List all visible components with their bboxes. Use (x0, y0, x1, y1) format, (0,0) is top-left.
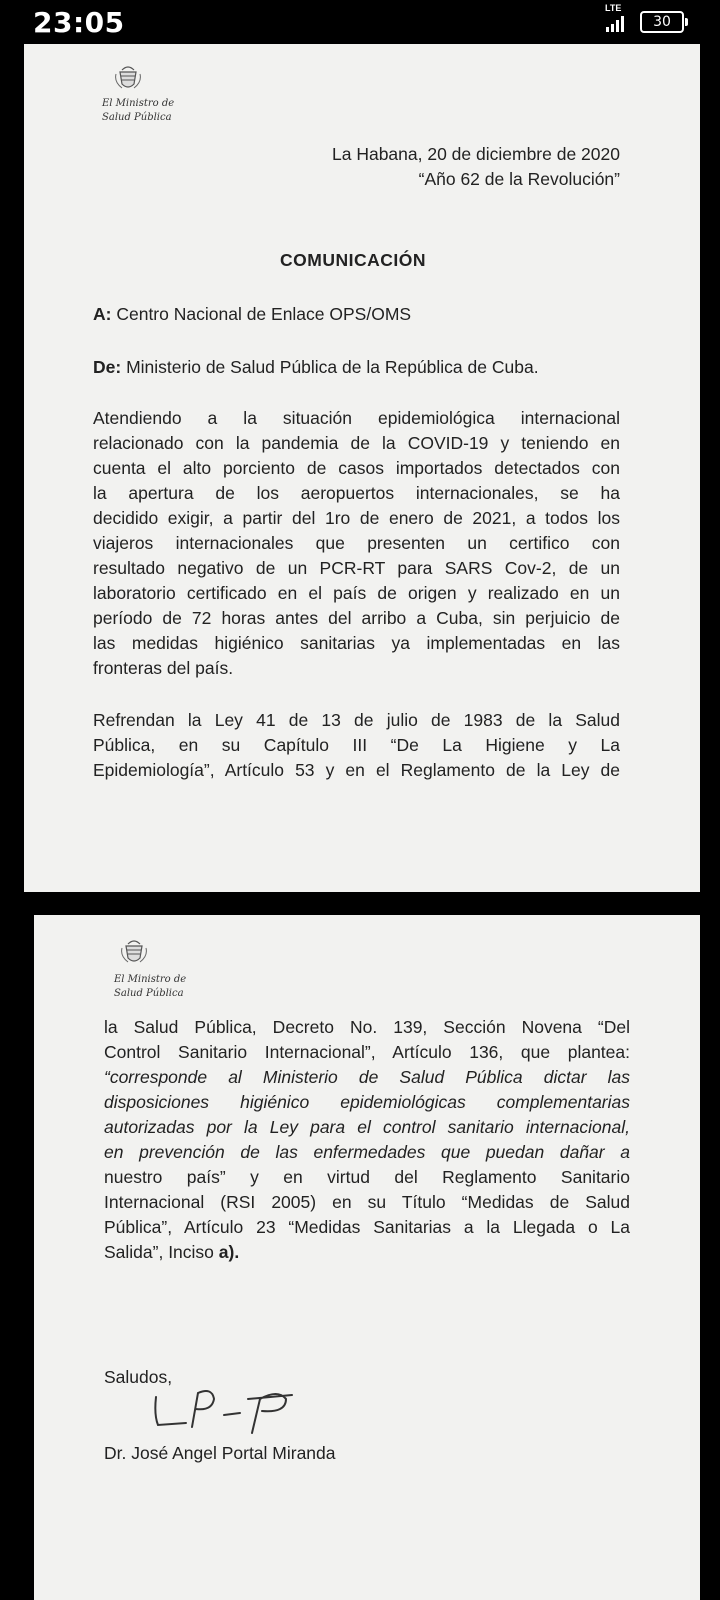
crest-logo (114, 938, 154, 971)
date-line: La Habana, 20 de diciembre de 2020 (332, 144, 620, 164)
crest-line-2: Salud Pública (114, 988, 184, 999)
body-line: relacionado con la pandemia de la COVID-19 y teniendo en (93, 433, 620, 453)
body-line: las medidas higiénico sanitarias ya implementadas en las (93, 633, 620, 653)
recipient-value: Centro Nacional de Enlace OPS/OMS (116, 304, 412, 324)
crest-caption (114, 973, 186, 1001)
body-line: la Salud Pública, Decreto No. 139, Sección Novena “Del (104, 1017, 630, 1037)
coat-of-arms-icon (108, 64, 148, 92)
document-page-1 (24, 44, 700, 892)
recipient-line (93, 302, 411, 327)
status-time: 23:05 (33, 6, 125, 39)
body-line: resultado negativo de un PCR-RT para SARS Cov-2, de un (93, 558, 620, 578)
body-line: laboratorio certificado en el país de origen y realizado en un (93, 583, 620, 603)
body-line: nuestro país” y en virtud del Reglamento Sanitario (104, 1167, 630, 1187)
network-type: LTE (605, 3, 622, 13)
body-line: Pública”, Artículo 23 “Medidas Sanitarias a la Llegada o La (104, 1217, 630, 1237)
crest-line-1: El Ministro de (114, 974, 187, 985)
sender-label: De: (93, 357, 122, 377)
quote-line: en prevención de las enfermedades que puedan dañar a (104, 1142, 630, 1162)
year-motto: “Año 62 de la Revolución” (418, 169, 620, 189)
body-line: la apertura de los aeropuertos internacionales, se ha (93, 483, 620, 503)
law-line: Epidemiología”, Artículo 53 y en el Reglamento de la Ley de (93, 760, 620, 780)
crest-caption (102, 97, 174, 125)
coat-of-arms-icon (114, 938, 154, 966)
body-line: Internacional (RSI 2005) en su Título “Medidas de Salud (104, 1192, 630, 1212)
body-line-last (104, 1240, 239, 1265)
law-line: Pública, en su Capítulo III “De La Higiene y La (93, 735, 620, 755)
quote-line: “corresponde al Ministerio de Salud Pública dictar las (104, 1067, 630, 1087)
document-heading: COMUNICACIÓN (280, 250, 426, 270)
body-line: cuenta el alto porciento de casos importados detectados con (93, 458, 620, 478)
status-bar (0, 0, 720, 44)
law-line: Refrendan la Ley 41 de 13 de julio de 1983 de la Salud (93, 710, 620, 730)
document-page-2 (34, 915, 700, 1600)
quote-line: disposiciones higiénico epidemiológicas complementarias (104, 1092, 630, 1112)
signer-name: Dr. José Angel Portal Miranda (104, 1443, 336, 1463)
body-line: fronteras del país. (93, 658, 234, 678)
last-line-text: Salida”, Inciso (104, 1242, 219, 1262)
handwritten-signature (152, 1385, 322, 1435)
body-line: período de 72 horas antes del arribo a Cuba, sin perjuicio de (93, 608, 620, 628)
body-line: Control Sanitario Internacional”, Artículo 136, que plantea: (104, 1042, 630, 1062)
body-line: viajeros internacionales que presenten un certifico con (93, 533, 620, 553)
signal-icon (606, 14, 628, 32)
body-line: decidido exigir, a partir del 1ro de enero de 2021, a todos los (93, 508, 620, 528)
closing-salutation: Saludos, (104, 1367, 173, 1387)
recipient-label: A: (93, 304, 112, 324)
battery-level: 30 (653, 14, 671, 30)
crest-line-1: El Ministro de (102, 98, 175, 109)
quote-line: autorizadas por la Ley para el control sanitario internacional, (104, 1117, 630, 1137)
body-line: Atendiendo a la situación epidemiológica internacional (93, 408, 620, 428)
sender-value: Ministerio de Salud Pública de la República de Cuba. (126, 357, 539, 377)
sender-line (93, 355, 539, 380)
crest-logo (108, 64, 148, 97)
crest-line-2: Salud Pública (102, 112, 172, 123)
battery-icon (640, 11, 684, 33)
last-line-bold: a). (218, 1242, 240, 1262)
